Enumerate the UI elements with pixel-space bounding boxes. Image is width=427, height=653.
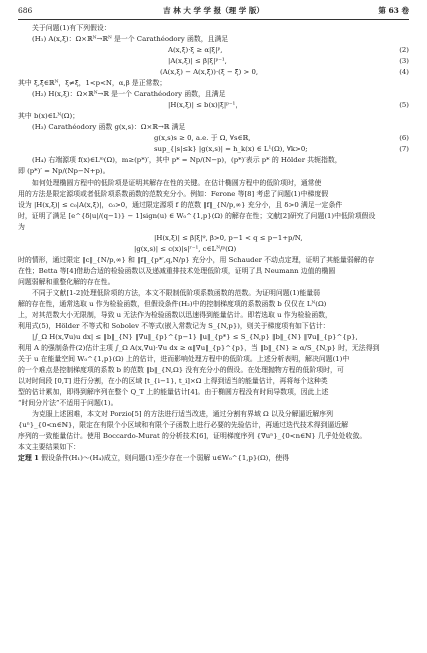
journal-title: 吉 林 大 学 学 报（理 学 版） — [163, 6, 264, 15]
assumption-intro: 关于问题(1)有下列假设： — [32, 24, 111, 32]
display-eq-h-growth: |H(x,ξ)| ≤ β|ξ|ᵠ, β>0, p−1 < q ≤ p−1+p/N, — [154, 234, 303, 242]
equation-7-expr: sup_{|s|≤k} |g(x,s)| = h_k(x) ∈ L¹(Ω), ∀k>0; — [154, 145, 308, 153]
equation-4-number: (4) — [399, 68, 409, 76]
equation-7-number: (7) — [399, 145, 409, 153]
equation-4-expr: (A(x,ξ) − A(x,ξ̃))·(ξ − ξ̃) > 0, — [160, 68, 259, 76]
theorem-1-label: 定理 1 — [18, 454, 39, 462]
para-2-line-7: 的一个难点是控制梯度项的系数 b 的范数 ‖b‖_{N,Ω} 没有充分小的假设。在处理抛物方程的低阶项时，可 — [18, 366, 344, 374]
display-eq-g-growth: |g(x,s)| ≤ c(x)|s|ʳ⁻¹, c∈Lᴺ/ᵖ(Ω) — [134, 245, 237, 253]
equation-3 — [18, 56, 409, 67]
body-text — [18, 23, 409, 464]
para-2-line-5: 利用 A 的强制条件(2)估计主项 ∫_Ω A(x,∇u)·∇u dx ≥ α‖∇u‖_{p}^{p}，当 ‖b‖_{N} ≥ α/S_{N,p} 时，无法得到 — [18, 344, 380, 352]
para-1-line-3: 设为 |H(x,ξ)| ≤ c₀|A(x,ξ)|，c₀>0，通过限定源项 f 的范数 ‖f‖_{N/p,∞} 充分小，且 δ>0 满足一定条件 — [18, 201, 343, 209]
volume-label: 第 63 卷 — [378, 6, 409, 15]
para-2-line-6: 关于 u 在能量空间 W₀^{1,p}(Ω) 上的估计，进而影响处理方程中的低阶项。上述分析表明，解决问题(1)中 — [18, 355, 350, 363]
para-1-line-8: 问题弱解和重整化解的存在性。 — [18, 278, 115, 286]
equation-6-number: (6) — [399, 134, 409, 142]
equation-5 — [18, 100, 409, 111]
para-2-line-3: 上，对其范数大小无限制，导致 u 无法作为检验函数以迅速得到能量估计。即若选取 u 作为检验函数， — [18, 311, 332, 319]
para-2-line-9: 型的估计累加，即得到解序列在整个 Q_T 上的能量估计[4]。由于椭圆方程没有时间导数项，因此上述 — [18, 388, 329, 396]
assumption-h3: (H₃) Carathéodory 函数 g(x,s)：Ω×ℝ→ℝ 满足 — [32, 123, 186, 131]
equation-3-number: (3) — [399, 57, 409, 65]
para-1-line-5: 为 — [18, 223, 25, 231]
equation-2-number: (2) — [399, 46, 409, 54]
h1-where-clause: 其中 ξ,ξ̃∈ℝᴺ，ξ≠ξ̃，1<p<N，α,β 是正常数； — [18, 79, 167, 87]
para-2-line-1: 不同于文献[1-2]处理低阶项的方法，本文不限制低阶项系数函数的范数。为证明问题(1)能量弱 — [32, 289, 321, 297]
assumption-h1: (H₁) A(x,ξ)：Ω×ℝᴺ→ℝᴺ 是一个 Carathéodory 函数，且满足 — [32, 35, 229, 43]
equation-4 — [18, 67, 409, 78]
para-2-line-10: “时间分片法”不适用于问题(1)。 — [18, 399, 118, 407]
assumption-h2: (H₂) H(x,ξ)：Ω×ℝᴺ→ℝ 是一个 Carathéodory 函数，且满足 — [32, 90, 226, 98]
para-1-line-6: 时的情形，通过限定 ‖c‖_{N/p,∞} 和 ‖f‖_{p*′,q,N/p} 充分小，用 Schauder 不动点定理，证明了其能量弱解的存 — [18, 256, 375, 264]
theorem-1 — [18, 453, 409, 464]
assumption-h4: (H₄) 右端源项 f(x)∈Lᵐ(Ω)，m≥(p*)′，其中 p* = Np/(N−p)，(p*)′表示 p* 的 Hölder 共轭指数， — [32, 156, 342, 164]
para-2-line-2: 解的存在性，通常选取 u 作为检验函数，但假设条件(H₂)中的控制梯度项的系数函数 b 仅仅在 Lᴺ(Ω) — [18, 300, 327, 308]
para-1-line-2: 用的方法是限定源项或者低阶项系数函数的范数充分小。例如：Ferone 等[8] 考虑了问题(1)中梯度假 — [18, 190, 329, 198]
equation-6 — [18, 133, 409, 144]
equation-6-expr: g(x,s)s ≥ 0, a.e. 于 Ω, ∀s∈ℝ, — [154, 134, 251, 142]
equation-2 — [18, 45, 409, 56]
para-3-line-2: {uⁿ}_{0<n∈ℕ}，限定在有限个小区域和有限个子函数上进行必要的先验估计，再通过迭代技术得到逼近解 — [18, 421, 349, 429]
para-1-line-4: 时，证明了满足 [e^{δ|u|/(q−1)} − 1]sign(u) ∈ W₀^{1,p}(Ω) 的解存在性；文献[2]研究了问题(1)中低阶项假设 — [18, 212, 376, 220]
h4-conjugate: 即 (p*)′ = Np/(Np−N+p)。 — [18, 167, 110, 175]
equation-2-expr: A(x,ξ)·ξ ≥ α|ξ|ᵖ, — [168, 46, 223, 54]
para-3-line-4: 本文主要结果如下： — [18, 443, 81, 451]
para-1-line-7: 在性；Betta 等[4]借助合适的检验函数以及递减重排技术处理低阶项，证明了具 Neumann 边值的椭圆 — [18, 267, 336, 275]
para-2-line-8: 以对时间段 [0,T] 进行分割，在小的区域 [t_{i−1}, t_i]×Ω 上得到适当的能量估计，再将每个这种类 — [18, 377, 328, 385]
equation-5-number: (5) — [399, 101, 409, 109]
para-3-line-1: 为克服上述困难，本文对 Porzio[5] 的方法进行适当改进，通过分割有界域 Ω 以及分解逼近解序列 — [32, 410, 333, 418]
page-number: 686 — [18, 6, 33, 15]
equation-7 — [18, 144, 409, 155]
para-1-line-1: 如何处理椭圆方程中的低阶项是证明其解存在性的关键。在估计椭圆方程中的低阶项时，通常使 — [32, 179, 322, 187]
para-2-line-4: 利用式(5)，Hölder 不等式和 Sobolev 不等式(嵌入常数记为 S_{N,p})，则关于梯度项有如下估计： — [18, 322, 330, 330]
header-rule — [18, 19, 409, 20]
h2-where-clause: 其中 b(x)∈Lᴺ(Ω)； — [18, 112, 80, 120]
running-header — [18, 5, 409, 17]
equation-3-expr: |A(x,ξ)| ≤ β|ξ|ᵖ⁻¹, — [168, 57, 227, 65]
para-3-line-3: 序列的一致能量估计。使用 Boccardo-Murat 的分析技术[6]，证明梯度序列 {∇uⁿ}_{0<n∈ℕ} 几乎处处收敛。 — [18, 432, 367, 440]
theorem-1-statement: 假设条件(H₁)～(H₄)成立，则问题(1)至少存在一个弱解 u∈W₀^{1,p}(Ω)，使得 — [38, 454, 290, 462]
equation-5-expr: |H(x,ξ)| ≤ b(x)|ξ|ᵖ⁻¹， — [168, 101, 243, 109]
display-eq-gradient-estimate: |∫_Ω H(x,∇u)u dx| ≤ ‖b‖_{N} ‖∇u‖_{p}^{p−1} ‖u‖_{p*} ≤ S_{N,p} ‖b‖_{N} ‖∇u‖_{p}^{p}, — [32, 333, 358, 341]
